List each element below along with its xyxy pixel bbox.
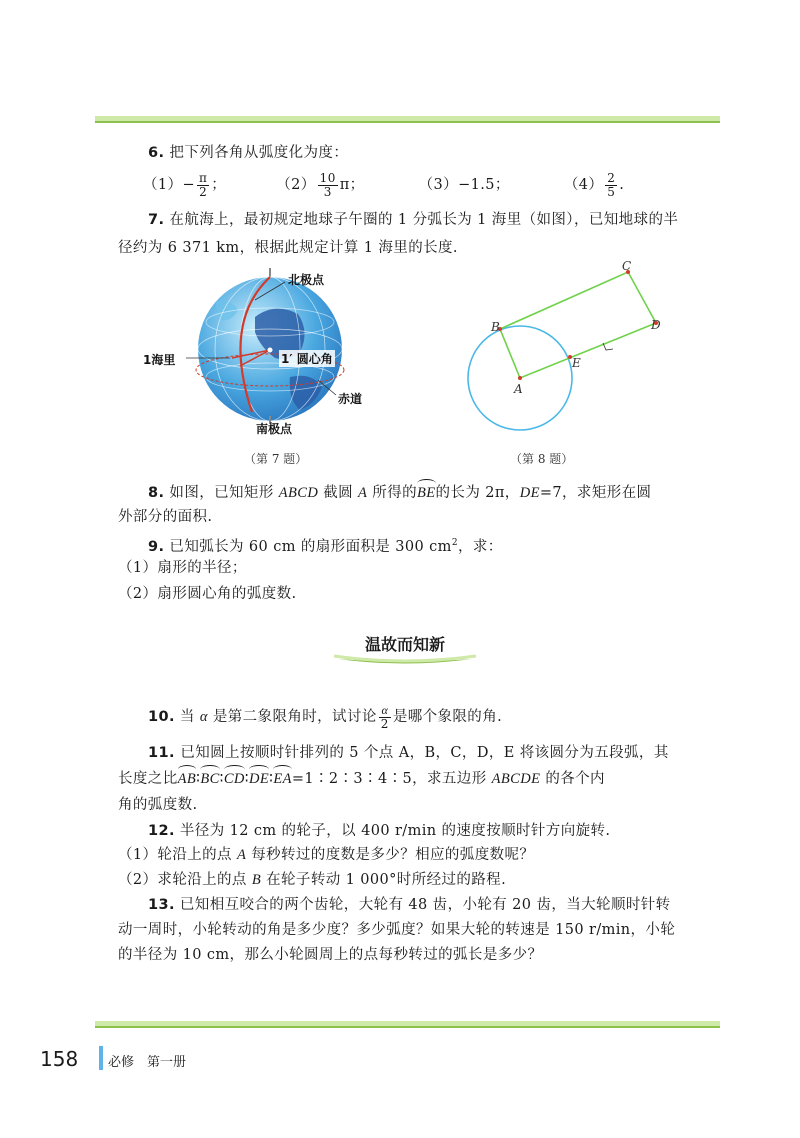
q12-sub-1: （1）轮沿上的点 A 每秒转过的度数是多少？相应的弧度数呢？ <box>118 847 535 863</box>
earth-center <box>268 348 273 353</box>
q10-line: 10. 当 α 是第二象限角时，试讨论 $\frac{\alpha}{2}$ 是哪个象限的角. <box>148 702 503 731</box>
label-a: A <box>514 382 523 396</box>
arc-ab: AB <box>177 771 197 787</box>
q12-line-1: 12. 半径为 12 cm 的轮子，以 400 r/min 的速度按顺时针方向旋转. <box>148 823 611 839</box>
q13-line-3: 的半径为 10 cm，那么小轮圆周上的点每秒转过的弧长是多少？ <box>118 947 543 963</box>
q13-line-2: 动一周时，小轮转动的角是多少度？多少弧度？如果大轮的转速是 150 r/min，小轮 <box>118 922 676 938</box>
section-title: 温故而知新 <box>364 635 445 654</box>
globe-figure <box>140 262 380 442</box>
north-pole-label: 北极点 <box>288 273 325 287</box>
q6-item-4: （4） $\frac{2}{5}$ . <box>563 170 625 199</box>
south-pole-label: 南极点 <box>256 422 293 436</box>
q6-item-2: （2） $\frac{10}{3}$ π； <box>276 170 365 199</box>
nautical-mile-label: 1海里 <box>143 353 176 367</box>
arc-ea: EA <box>273 771 292 787</box>
q11-line-1: 11. 已知圆上按顺时针排列的 5 个点 A，B，C，D，E 将该圆分为五段弧，其 <box>148 745 669 761</box>
q11-line-3: 角的弧度数. <box>118 797 198 813</box>
figure8-caption: （第 8 题） <box>510 452 574 466</box>
fraction: $\frac{\alpha}{2}$ <box>380 702 389 731</box>
q6-number: 6. <box>148 145 165 161</box>
label-e: E <box>572 356 581 370</box>
fraction: $\frac{10}{3}$ <box>319 170 336 199</box>
arc-cd: CD <box>223 771 245 787</box>
q6-text: 把下列各角从弧度化为度： <box>169 145 349 161</box>
q9-sub-1: （1）扇形的半径； <box>118 560 247 576</box>
arc-be: BE <box>417 485 436 501</box>
book-label: 必修 第一册 <box>108 1055 187 1070</box>
q9-line-1: 9. 已知弧长为 60 cm 的扇形面积是 300 $cm^2$，求： <box>148 538 503 555</box>
q13-line-1: 13. 已知相互咬合的两个齿轮，大轮有 48 齿，小轮有 20 齿，当大轮顺时针转 <box>148 897 671 913</box>
q6-item-3: （3）−1.5； <box>418 177 510 193</box>
q12-sub-2: （2）求轮沿上的点 B 在轮子转动 1 000°时所经过的路程. <box>118 872 507 888</box>
footer-rule-dark <box>95 1026 720 1028</box>
point-a <box>518 376 522 380</box>
q6-items <box>143 170 624 200</box>
q11-number: 11. <box>148 745 181 761</box>
arc-de: DE <box>248 771 270 787</box>
q9-sub-2: （2）扇形圆心角的弧度数. <box>118 586 297 602</box>
q11-line-2: 长度之比AB∶BC∶CD∶DE∶EA=1∶2∶3∶4∶5，求五边形 ABCDE 的各个内 <box>118 771 605 787</box>
figure7-caption: （第 7 题） <box>244 452 308 466</box>
header-rule-dark <box>95 121 720 123</box>
fraction: $\frac{2}{5}$ <box>607 170 616 199</box>
arc-bc: BC <box>200 771 220 787</box>
q7-line-1: 7. 在航海上，最初规定地球子午圈的 1 分弧长为 1 海里（如图），已知地球的半 <box>148 212 679 228</box>
fraction: $\frac{\pi}{2}$ <box>199 170 208 199</box>
q6-item-1: （1）− $\frac{\pi}{2}$ ； <box>143 170 227 199</box>
q6-stem <box>148 143 348 163</box>
page-number-bar <box>99 1046 103 1070</box>
page-number: 158 <box>40 1047 79 1071</box>
label-c: C <box>622 259 632 273</box>
q7-line-2: 径约为 6 371 km，根据此规定计算 1 海里的长度. <box>118 240 458 256</box>
equator-label: 赤道 <box>338 392 363 406</box>
label-b: B <box>491 320 500 334</box>
label-d: D <box>651 318 661 332</box>
geometry-figure <box>460 260 680 450</box>
q8-line-2: 外部分的面积. <box>118 509 213 525</box>
q8-line-1: 8. 如图，已知矩形 ABCD 截圆 A 所得的BE的长为 2π，DE=7，求矩形在圆 <box>148 485 652 501</box>
central-angle-label: 1′ 圆心角 <box>281 352 333 366</box>
